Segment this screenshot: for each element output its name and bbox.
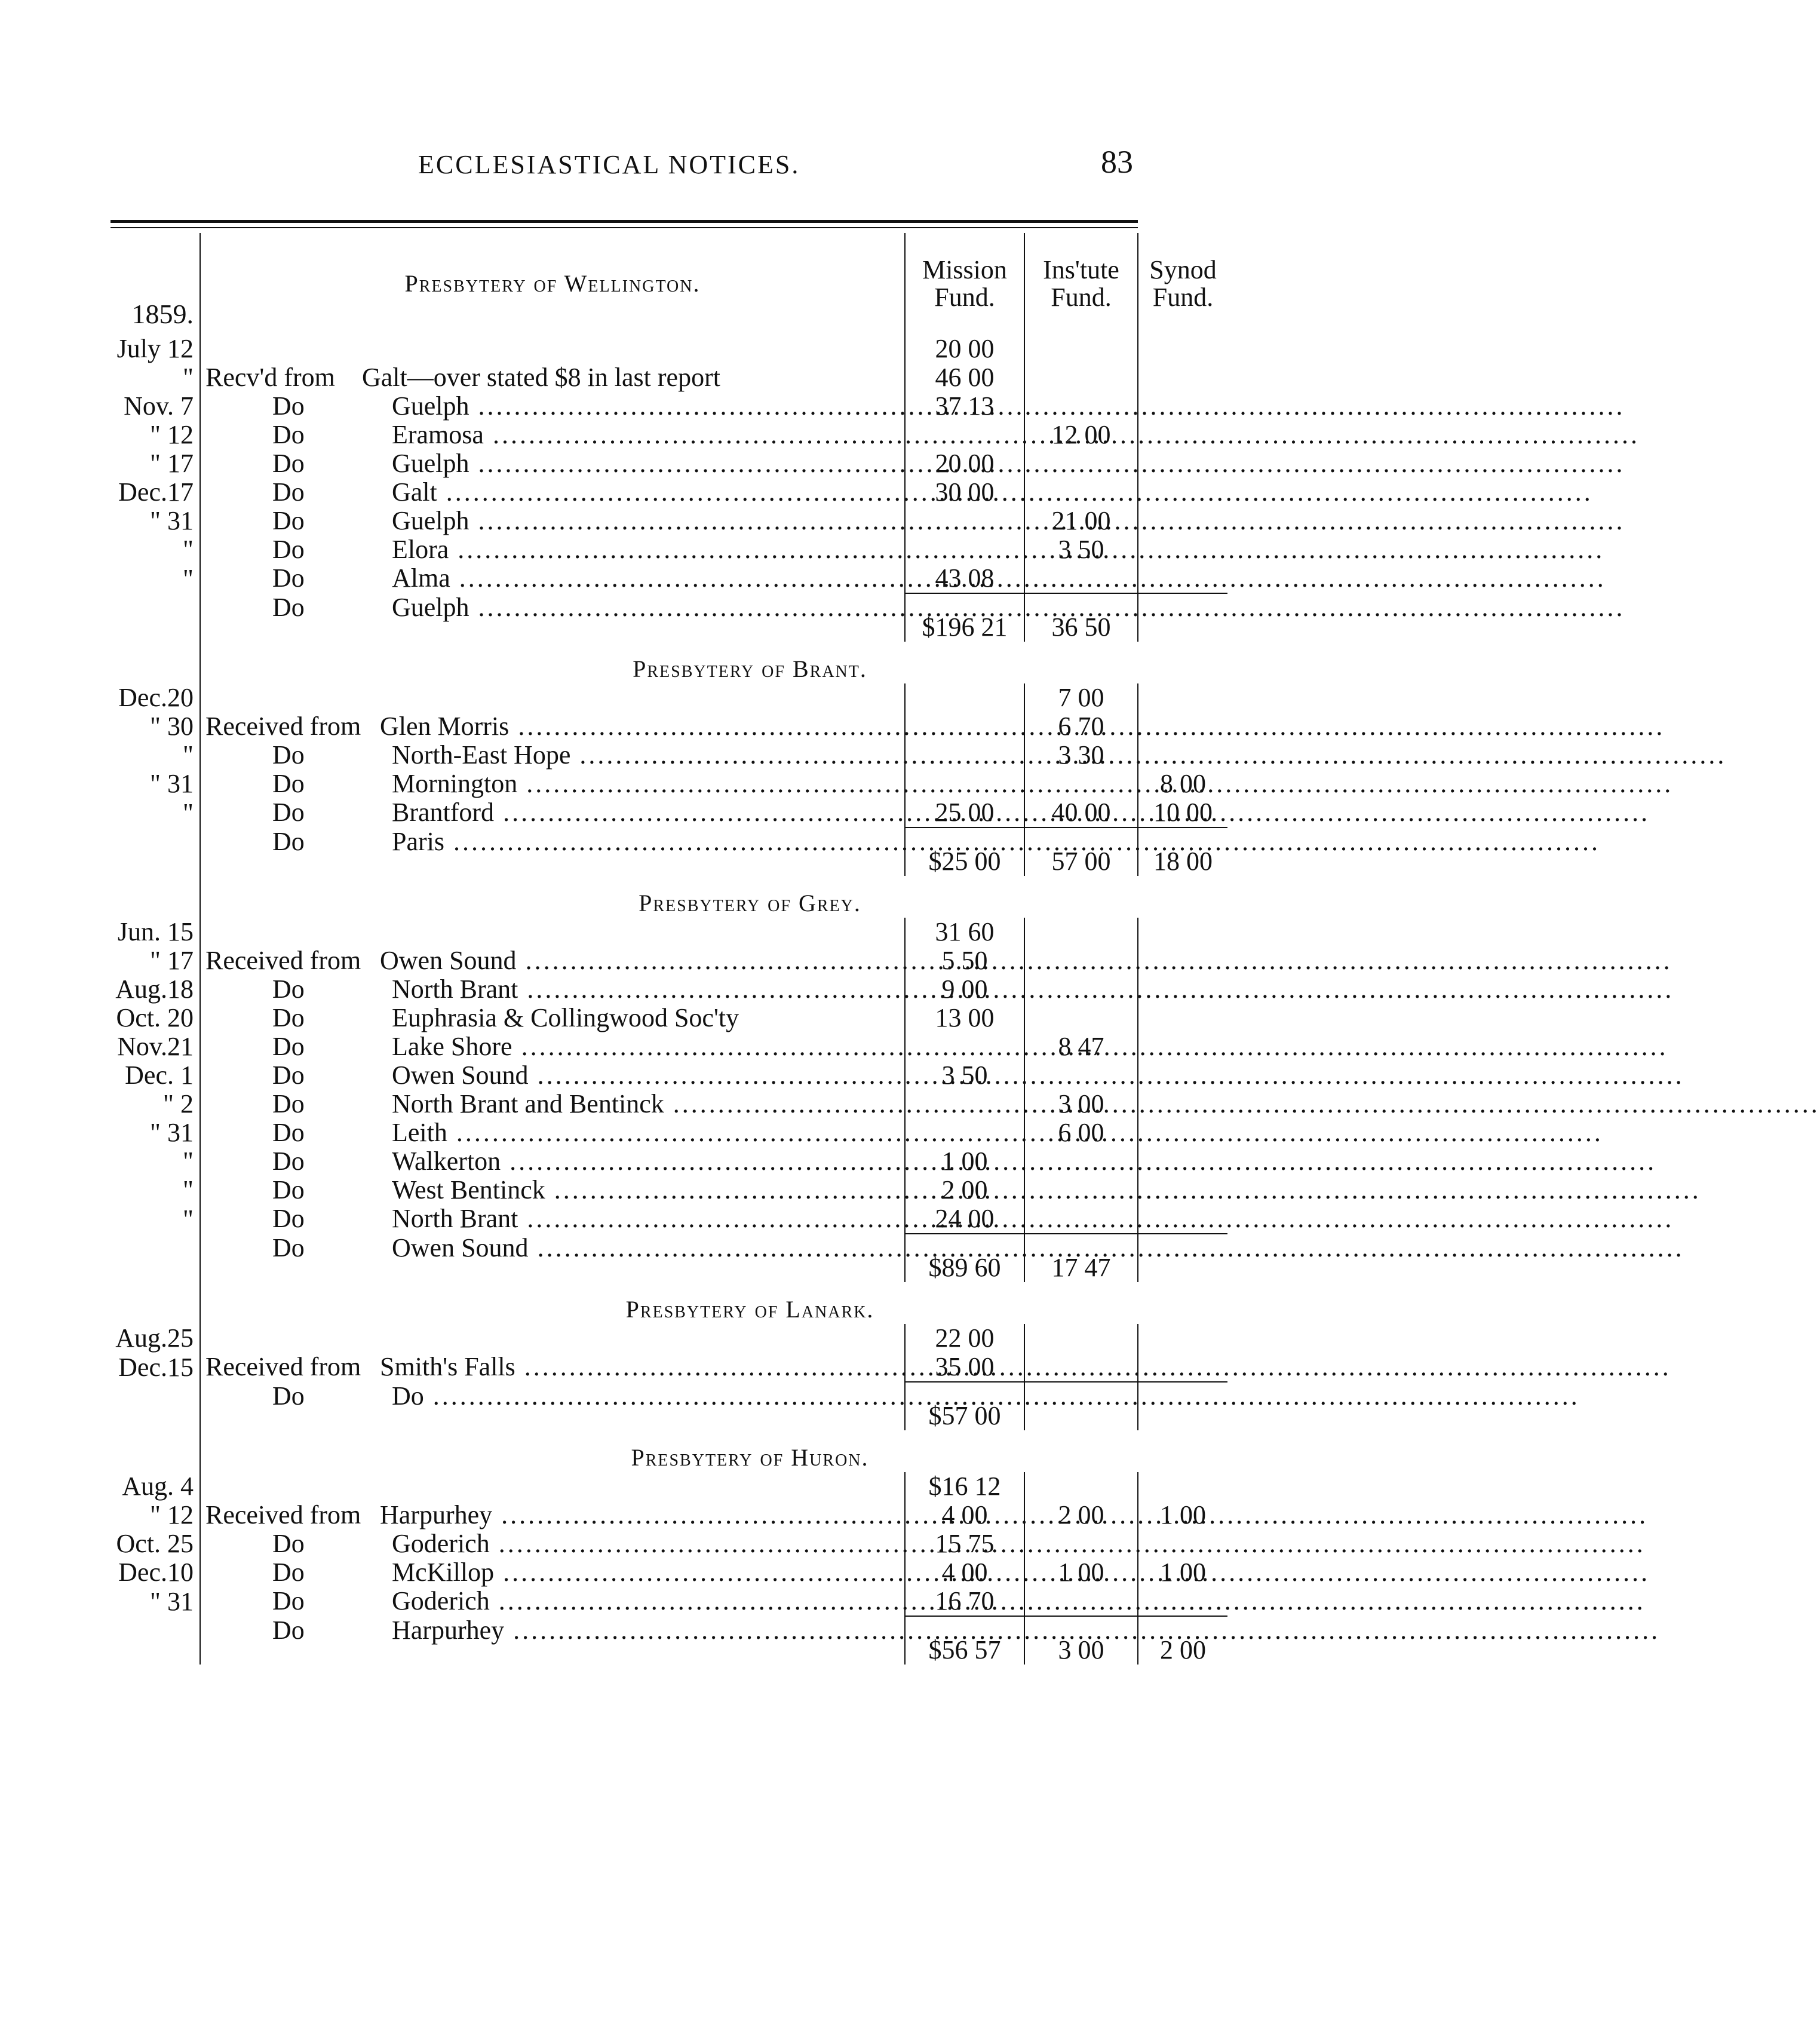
entry-date: Dec.15	[111, 1353, 200, 1382]
entry-ditto: Do	[272, 1233, 305, 1262]
section-spacer	[111, 1430, 200, 1472]
entry-ditto: Do	[272, 827, 305, 856]
entry-description	[200, 1061, 905, 1118]
entry-ditto: Do	[272, 974, 305, 1004]
synod-amount	[1138, 918, 1227, 946]
synod-amount	[1138, 683, 1227, 712]
entry-date: " 12	[111, 421, 200, 449]
section-title: Presbytery of Huron.	[631, 1444, 869, 1471]
entry-ditto: Do	[272, 1003, 305, 1032]
entry-date: Aug.18	[111, 975, 200, 1004]
entry-description	[200, 392, 905, 449]
total-spacer	[111, 593, 200, 642]
entry-description	[200, 946, 905, 1004]
mission-amount: 20 00	[905, 449, 1024, 478]
institute-header-line1: Ins'tute	[1043, 255, 1119, 284]
institute-amount	[1024, 1324, 1138, 1353]
entry-verb: Received from	[205, 1500, 361, 1529]
ledger-body	[111, 335, 1227, 1665]
institute-amount	[1024, 363, 1138, 392]
entry-ditto: Do	[272, 593, 305, 622]
entry-date: "	[111, 535, 200, 564]
entry-description	[200, 564, 905, 622]
ledger-row	[111, 1472, 1227, 1501]
mission-amount: 22 00	[905, 1324, 1024, 1353]
entry-place: Euphrasia & Collingwood Soc'ty	[392, 1003, 739, 1032]
section-title-row	[111, 642, 1227, 683]
entry-description	[200, 712, 905, 770]
entry-place: Goderich .....	[392, 1587, 898, 1616]
entry-date: Jun. 15	[111, 918, 200, 946]
entry-date: "	[111, 363, 200, 392]
section-title-row	[111, 1282, 1227, 1324]
synod-amount	[1138, 1324, 1227, 1353]
entry-description	[200, 478, 905, 535]
entry-ditto: Do	[272, 1060, 305, 1090]
ledger-row	[111, 363, 1227, 392]
mission-amount: 20 00	[905, 335, 1024, 363]
total-spacer	[111, 1616, 200, 1665]
ledger	[111, 233, 1217, 1665]
entry-place: Do .....	[392, 1382, 898, 1411]
entry-date: Nov. 7	[111, 392, 200, 421]
column-header-row	[111, 233, 1227, 335]
mission-amount: 43 08	[905, 564, 1024, 593]
ledger-row	[111, 335, 1227, 363]
year-label: 1859.	[111, 233, 200, 335]
section-title-row	[111, 1430, 1227, 1472]
entry-place: Glen Morris .....	[380, 712, 898, 741]
entry-place: North Brant .....	[392, 975, 898, 1004]
institute-header-line2: Fund.	[1051, 283, 1112, 312]
entry-description	[200, 421, 905, 478]
entry-date: "	[111, 1147, 200, 1176]
entry-date: "	[111, 1176, 200, 1204]
synod-total: 2 00	[1138, 1616, 1227, 1665]
entry-place: West Bentinck .....	[392, 1176, 898, 1204]
entry-description	[200, 918, 905, 975]
entry-ditto: Do	[272, 563, 305, 593]
entry-place: Alma .....	[392, 564, 898, 593]
entry-date: " 12	[111, 1501, 200, 1529]
mission-amount: 3 50	[905, 1061, 1024, 1090]
entry-date: " 31	[111, 1587, 200, 1616]
section-spacer	[111, 642, 200, 683]
synod-amount	[1138, 335, 1227, 363]
institute-amount	[1024, 1472, 1138, 1501]
mission-amount: 31 60	[905, 918, 1024, 946]
entry-place: Eramosa .....	[392, 421, 898, 449]
entry-date: " 31	[111, 770, 200, 798]
entry-description	[200, 1204, 905, 1262]
institute-amount: 2 00	[1024, 1501, 1138, 1529]
ledger-row	[111, 918, 1227, 946]
institute-amount: 7 00	[1024, 683, 1138, 712]
entry-ditto: Do	[272, 1032, 305, 1061]
entry-ditto: Do	[272, 1118, 305, 1147]
mission-header-line2: Fund.	[934, 283, 995, 312]
section-spacer	[111, 876, 200, 918]
synod-total: 18 00	[1138, 827, 1227, 876]
synod-amount: 10 00	[1138, 798, 1227, 827]
page-number: 83	[1101, 144, 1133, 180]
entry-date: " 31	[111, 507, 200, 535]
mission-amount: 4 00	[905, 1501, 1024, 1529]
institute-amount: 21 00	[1024, 507, 1138, 535]
entry-description	[200, 798, 905, 856]
entry-description	[200, 1529, 905, 1587]
entry-ditto: Do	[272, 1381, 305, 1411]
entry-description	[200, 1032, 905, 1090]
institute-total: 57 00	[1024, 827, 1138, 876]
entry-place: Guelph .....	[392, 507, 898, 535]
mission-amount: 30 00	[905, 478, 1024, 507]
entry-place: Elora .....	[392, 535, 898, 564]
entry-date: Dec.10	[111, 1558, 200, 1587]
entry-date: " 2	[111, 1090, 200, 1118]
entry-place: Galt .....	[392, 478, 898, 507]
mission-amount: 2 00	[905, 1176, 1024, 1204]
mission-amount: 5 50	[905, 946, 1024, 975]
mission-total: $25 00	[905, 827, 1024, 876]
entry-date: Oct. 25	[111, 1529, 200, 1558]
total-spacer	[111, 1234, 200, 1282]
entry-description	[200, 683, 905, 741]
entry-place: Owen Sound .....	[380, 946, 898, 975]
institute-amount: 1 00	[1024, 1558, 1138, 1587]
section-title: Presbytery of Brant.	[633, 655, 867, 682]
entry-date: " 17	[111, 946, 200, 975]
entry-date: Dec. 1	[111, 1061, 200, 1090]
synod-amount	[1138, 1472, 1227, 1501]
mission-header-line1: Mission	[922, 255, 1007, 284]
entry-place: Owen Sound .....	[392, 1234, 898, 1262]
entry-place: Lake Shore .....	[392, 1032, 898, 1061]
ledger-row	[111, 683, 1227, 712]
entry-description	[200, 335, 905, 392]
entry-ditto: Do	[272, 1175, 305, 1204]
institute-amount: 40 00	[1024, 798, 1138, 827]
entry-place: Guelph .....	[392, 392, 898, 421]
institute-total: 36 50	[1024, 593, 1138, 642]
entry-ditto: Do	[272, 740, 305, 770]
entry-place: Smith's Falls .....	[380, 1353, 898, 1381]
entry-ditto: Do	[272, 1089, 305, 1118]
entry-place: McKillop .....	[392, 1558, 898, 1587]
entry-description	[200, 1118, 905, 1176]
entry-date: " 31	[111, 1118, 200, 1147]
mission-total: $57 00	[905, 1382, 1024, 1430]
ledger-table	[111, 233, 1227, 1665]
institute-total: 3 00	[1024, 1616, 1138, 1665]
mission-total: $196 21	[905, 593, 1024, 642]
entry-ditto: Do	[272, 391, 305, 421]
entry-date: "	[111, 564, 200, 593]
entry-date: Dec.20	[111, 683, 200, 712]
mission-amount: 15 75	[905, 1529, 1024, 1558]
entry-ditto: Do	[272, 506, 305, 535]
entry-place: Harpurhey .....	[380, 1501, 898, 1529]
entry-date: "	[111, 741, 200, 770]
synod-fund-header-cell	[1138, 233, 1227, 335]
mission-amount	[905, 683, 1024, 712]
institute-amount	[1024, 918, 1138, 946]
entry-date: July 12	[111, 335, 200, 363]
entry-description	[200, 535, 905, 593]
entry-date: Nov.21	[111, 1032, 200, 1061]
entry-verb: Received from	[205, 946, 361, 975]
mission-amount: 1 00	[905, 1147, 1024, 1176]
entry-description	[200, 1558, 905, 1616]
entry-ditto: Do	[272, 420, 305, 449]
institute-amount: 3 50	[1024, 535, 1138, 564]
entry-description	[200, 770, 905, 827]
section-spacer	[111, 1282, 200, 1324]
synod-amount: 8 00	[1138, 770, 1227, 798]
entry-description	[200, 363, 905, 421]
entry-place: Walkerton .....	[392, 1147, 898, 1176]
institute-total: 17 47	[1024, 1234, 1138, 1282]
institute-fund-header	[1024, 233, 1138, 335]
entry-description	[200, 1176, 905, 1233]
institute-amount: 12 00	[1024, 421, 1138, 449]
entry-place: Paris .....	[392, 827, 898, 856]
section-title-row	[111, 876, 1227, 918]
entry-description	[200, 1090, 905, 1147]
entry-ditto: Do	[272, 1204, 305, 1233]
header-rule	[111, 220, 1138, 223]
institute-amount	[1024, 1004, 1138, 1032]
entry-ditto: Do	[272, 1586, 305, 1616]
mission-amount: 46 00	[905, 363, 1024, 392]
institute-amount: 8 47	[1024, 1032, 1138, 1061]
entry-verb: Received from	[205, 1352, 361, 1381]
running-head: ECCLESIASTICAL NOTICES.	[418, 150, 800, 179]
mission-fund-header	[905, 233, 1024, 335]
entry-place: North-East Hope .....	[392, 741, 898, 770]
ledger-row	[111, 1324, 1227, 1353]
entry-ditto: Do	[272, 1529, 305, 1558]
entry-ditto: Do	[272, 1616, 305, 1645]
entry-description	[200, 1004, 905, 1061]
institute-amount: 3 00	[1024, 1090, 1138, 1118]
entry-ditto: Do	[272, 1147, 305, 1176]
entry-place: Owen Sound .....	[392, 1061, 898, 1090]
entry-date: Oct. 20	[111, 1004, 200, 1032]
entry-place: North Brant .....	[392, 1204, 898, 1233]
entry-place: Leith .....	[392, 1118, 898, 1147]
mission-amount: 13 00	[905, 1004, 1024, 1032]
mission-amount: 25 00	[905, 798, 1024, 827]
entry-description	[200, 507, 905, 564]
entry-ditto: Do	[272, 769, 305, 798]
entry-description	[200, 1353, 905, 1411]
ledger-row	[111, 1004, 1227, 1032]
institute-amount: 6 00	[1024, 1118, 1138, 1147]
entry-date: " 17	[111, 449, 200, 478]
section-title-wellington: Presbytery of Wellington.	[404, 270, 701, 297]
entry-place: Mornington .....	[392, 770, 898, 798]
entry-description	[200, 1472, 905, 1529]
mission-amount: 4 00	[905, 1558, 1024, 1587]
entry-ditto: Do	[272, 535, 305, 564]
entry-description	[200, 1147, 905, 1204]
institute-amount: 6 70	[1024, 712, 1138, 741]
entry-description	[200, 1501, 905, 1558]
synod-amount	[1138, 363, 1227, 392]
entry-place: Guelph .....	[392, 449, 898, 478]
entry-ditto: Do	[272, 477, 305, 507]
entry-date: " 30	[111, 712, 200, 741]
mission-amount: $16 12	[905, 1472, 1024, 1501]
synod-amount: 1 00	[1138, 1558, 1227, 1587]
mission-amount: 35 00	[905, 1353, 1024, 1382]
mission-total: $89 60	[905, 1234, 1024, 1282]
entry-place: Harpurhey .....	[392, 1616, 898, 1645]
entry-date: "	[111, 1204, 200, 1234]
mission-amount: 16 70	[905, 1587, 1024, 1616]
entry-date: Dec.17	[111, 478, 200, 507]
mission-amount: 9 00	[905, 975, 1024, 1004]
total-spacer	[111, 827, 200, 876]
institute-amount	[1024, 335, 1138, 363]
entry-description	[200, 1324, 905, 1381]
entry-place: North Brant and Bentinck .....	[392, 1090, 898, 1118]
entry-date: Aug.25	[111, 1324, 200, 1353]
entry-description	[200, 975, 905, 1032]
mission-total: $56 57	[905, 1616, 1024, 1665]
entry-description	[200, 1587, 905, 1645]
synod-amount: 1 00	[1138, 1501, 1227, 1529]
entry-verb: Received from	[205, 712, 361, 741]
institute-amount: 3 30	[1024, 741, 1138, 770]
section-title: Presbytery of Grey.	[639, 890, 861, 916]
synod-header-line2: Fund.	[1152, 283, 1214, 312]
entry-description	[200, 741, 905, 798]
entry-date: Aug. 4	[111, 1472, 200, 1501]
synod-header-line1: Synod	[1149, 255, 1217, 284]
entry-place: Goderich .....	[392, 1529, 898, 1558]
header-rule-thin	[111, 227, 1138, 228]
entry-verb: Recv'd from	[205, 363, 335, 392]
entry-place: Brantford .....	[392, 798, 898, 827]
entry-ditto: Do	[272, 1558, 305, 1587]
entry-place: Galt—over stated $8 in last report	[362, 363, 720, 392]
mission-amount: 24 00	[905, 1204, 1024, 1234]
page-header	[0, 143, 1247, 185]
entry-ditto: Do	[272, 798, 305, 827]
entry-date: "	[111, 798, 200, 827]
section-title: Presbytery of Lanark.	[625, 1296, 874, 1323]
total-spacer	[111, 1382, 200, 1430]
entry-ditto: Do	[272, 449, 305, 478]
synod-amount	[1138, 1004, 1227, 1032]
entry-place: Guelph .....	[392, 593, 898, 622]
entry-description	[200, 449, 905, 507]
mission-amount: 37 13	[905, 392, 1024, 421]
